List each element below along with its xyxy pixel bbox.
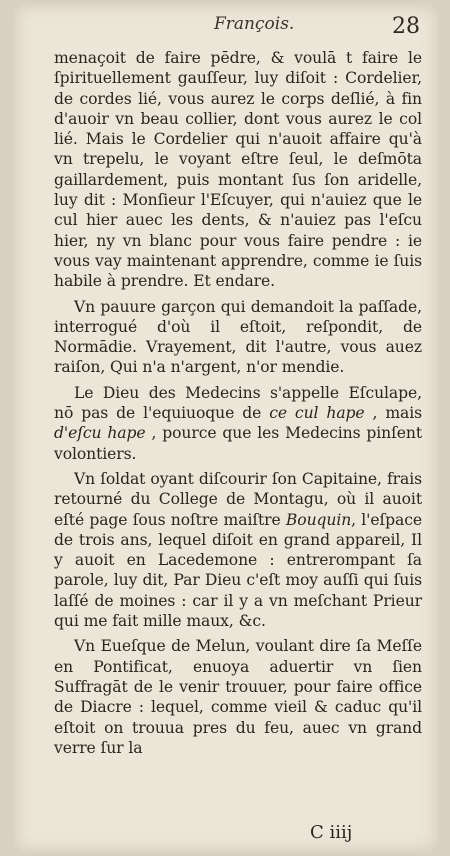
paragraph-text: , pource que les Medecins pinſent volontiers. bbox=[54, 424, 423, 463]
paragraph-text: menaçoit de faire pēdre, & voulā t faire le ſpirituellement gauſſeur, luy diſoit : Cordelier, de cordes lié, vous aurez le corps deſlié, à fin d'auoir vn beau collier, dont vous aurez le col lié. Mais le Cordelier qui n'auoit affaire qu'à vn trepelu, le voyant eſtre ſeul, le deſmōta gaillardement, puis montant ſus ſon aridelle, luy dit : Monſieur l'Eſcuyer, qui n'auiez que le cul hier auec les dents, & n'auiez pas l'eſcu hier, ny vn blanc pour vous faire pendre : ie vous vay maintenant apprendre, comme ie ſuis habile à prendre. Et endare. bbox=[54, 49, 422, 291]
italic-phrase: Bouquin bbox=[285, 510, 352, 529]
signature-mark: C iiij bbox=[310, 822, 353, 843]
italic-phrase: d'eſcu hape bbox=[54, 424, 146, 443]
body-text bbox=[54, 48, 422, 763]
italic-phrase: ce cul hape bbox=[269, 404, 365, 423]
paragraph-text: , l'eſpace de trois ans, lequel diſoit en grand appareil, Il y auoit en Lacedemone : entrerompant ſa parole, luy dit, Par Dieu c'eſt moy auſſi qui ſuis laſſé de moines : car il y a vn meſchant Prieur qui me fait mille maux, &c. bbox=[54, 510, 422, 631]
paragraph-text: Vn ſoldat oyant diſcourir ſon Capitaine, frais retourné du College de Montagu, où il auoit eſté page ſous noſtre maiſtre bbox=[54, 469, 422, 529]
paragraph-1 bbox=[54, 48, 422, 292]
paragraph-text: Le Dieu des Medecins s'appelle Eſculape, nō pas de l'equiuoque de bbox=[54, 383, 422, 423]
paragraph-text: Vn Eueſque de Melun, voulant dire ſa Meſſe en Pontificat, enuoya aduertir vn ſien Suffragāt de le venir trouuer, pour faire office de Diacre : lequel, comme vieil & caduc qu'il eſtoit on trouua pres du feu, auec vn grand verre ſur la bbox=[54, 637, 422, 757]
page-number: 28 bbox=[392, 14, 420, 39]
page-header bbox=[14, 14, 438, 44]
paragraph-text: Vn pauure garçon qui demandoit la paſſade, interrogué d'où il eſtoit, reſpondit, de Normādie. Vrayement, dit l'autre, vous auez raiſon, Qui n'a n'argent, n'or mendie. bbox=[54, 297, 422, 377]
paragraph-2 bbox=[54, 297, 422, 378]
paragraph-5 bbox=[54, 636, 422, 758]
paragraph-4 bbox=[54, 469, 422, 631]
book-page bbox=[14, 4, 438, 852]
running-title: François. bbox=[214, 14, 295, 34]
paragraph-3 bbox=[54, 383, 422, 464]
paragraph-text: , mais bbox=[364, 404, 423, 423]
